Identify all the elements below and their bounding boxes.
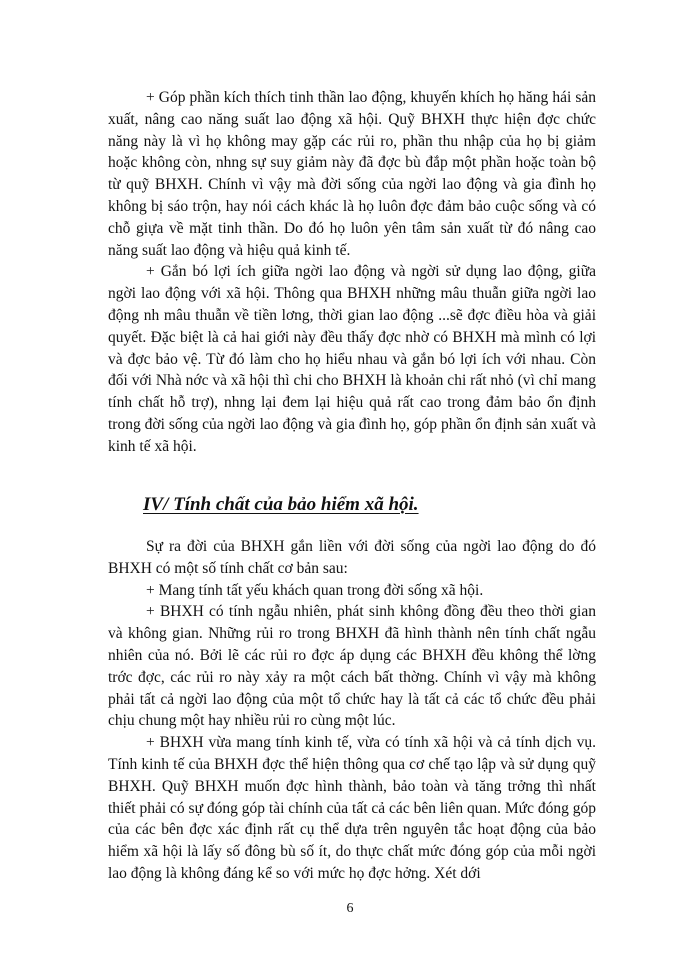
- paragraph: + BHXH có tính ngẫu nhiên, phát sinh không đồng đều theo thời gian và không gian. Những rủi ro trong BHXH đã hình thành nên tính chất ngẫu nhiên của nó. Bởi lẽ các rủi ro đợc áp dụng các BHXH đều không thể lờng trớc đợc, các rủi ro này xảy ra một cách bất thờng. Chính vì vậy mà không phải tất cả ngời lao động của một tổ chức hay là tất cả các tổ chức đều phải chịu chung một hay nhiều rủi ro cùng một lúc.: [108, 603, 596, 730]
- section-heading: IV/ Tính chất của bảo hiểm xã hội.: [143, 494, 419, 515]
- paragraph: + Gắn bó lợi ích giữa ngời lao động và ngời sử dụng lao động, giữa ngời lao động với xã hội. Thông qua BHXH những mâu thuẫn giữa ngời lao động nh mâu thuẫn về tiền lơng, thời gian lao động ...sẽ đợc điều hòa và giải quyết. Đặc biệt là cả hai giới này đều thấy đợc nhờ có BHXH mà mình có lợi và đợc bảo vệ. Từ đó làm cho họ hiểu nhau và gắn bó lợi ích với nhau. Còn đối với Nhà nớc và xã hội thì chi cho BHXH là khoản chi rất nhỏ (vì chỉ mang tính chất hỗ trợ), nhng lại đem lại hiệu quả rất cao trong đảm bảo ổn định trong đời sống của ngời lao động và gia đình họ, góp phần ổn định sản xuất và kinh tế xã hội.: [108, 263, 596, 455]
- paragraph: + Mang tính tất yếu khách quan trong đời sống xã hội.: [146, 581, 484, 599]
- section-1-body: [108, 87, 596, 458]
- page-number: 6: [346, 901, 354, 916]
- paragraph: Sự ra đời của BHXH gắn liền với đời sống của ngời lao động do đó BHXH có một số tính chất cơ bản sau:: [108, 538, 596, 577]
- section-2-body: [108, 536, 596, 885]
- paragraph: + BHXH vừa mang tính kinh tế, vừa có tính xã hội và cả tính dịch vụ. Tính kinh tế của BHXH đợc thể hiện thông qua cơ chế tạo lập và sử dụng quỹ BHXH. Quỹ BHXH muốn đợc hình thành, bảo toàn và tăng trởng thì nhất thiết phải có sự đóng góp tài chính của tất cả các bên liên quan. Mức đóng góp của các bên đợc xác định rất cụ thể dựa trên nguyên tắc hoạt động của bảo hiểm xã hội là lấy số đông bù số ít, do thực chất mức đóng góp của mỗi ngời lao động là không đáng kể so với mức họ đợc hởng. Xét dới: [108, 734, 596, 882]
- paragraph: + Góp phần kích thích tinh thần lao động, khuyến khích họ hăng hái sản xuất, nâng cao năng suất lao động xã hội. Quỹ BHXH thực hiện đợc chức năng này là vì họ không may gặp các rủi ro, phần thu nhập của họ bị giảm hoặc không còn, nhng sự suy giảm này đã đợc bù đắp một phần hoặc toàn bộ từ quỹ BHXH. Chính vì vậy mà đời sống của ngời lao động và gia đình họ không bị sáo trộn, hay nói cách khác là họ luôn đợc đảm bảo cuộc sống và có chỗ giựa về mặt tinh thần. Do đó họ luôn yên tâm sản xuất từ đó nâng cao năng suất lao động và hiệu quả kinh tế.: [108, 89, 596, 259]
